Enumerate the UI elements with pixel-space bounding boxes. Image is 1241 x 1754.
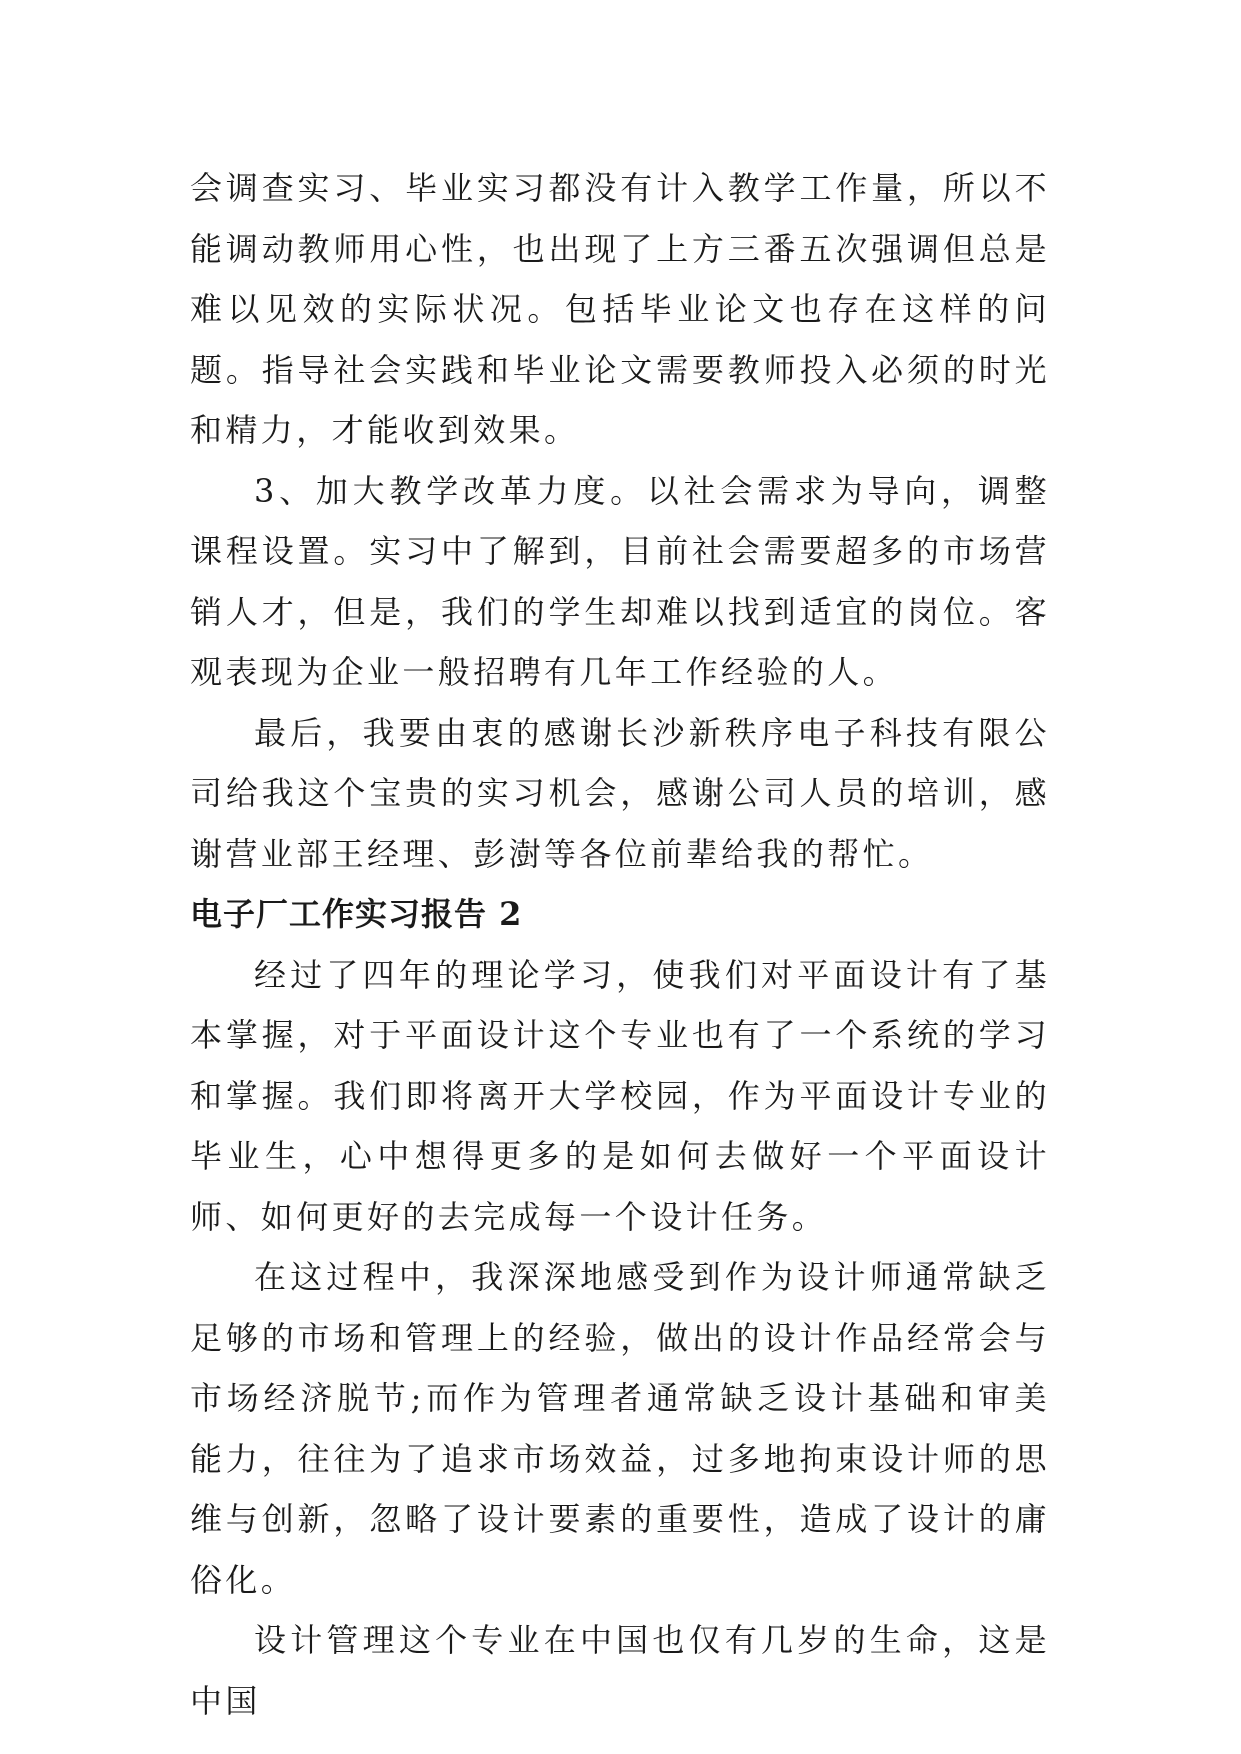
paragraph-designer-experience: 在这过程中，我深深地感受到作为设计师通常缺乏足够的市场和管理上的经验，做出的设计作品经常会与市场经济脱节;而作为管理者通常缺乏设计基础和审美能力，往往为了追求市场效益，过多地拘束设计师的思维与创新，忽略了设计要素的重要性，造成了设计的庸俗化。 [190,1258,1050,1599]
paragraph-acknowledgement: 最后，我要由衷的感谢长沙新秩序电子科技有限公司给我这个宝贵的实习机会，感谢公司人员的培训，感谢营业部王经理、彭澍等各位前辈给我的帮忙。 [190,713,1050,873]
paragraph-design-management: 设计管理这个专业在中国也仅有几岁的生命，这是中国 [190,1621,1050,1720]
section-heading: 电子厂工作实习报告 2 [190,895,523,933]
paragraph-continuation: 会调查实习、毕业实习都没有计入教学工作量，所以不能调动教师用心性，也出现了上方三番五次强调但总是难以见效的实际状况。包括毕业论文也存在这样的问题。指导社会实践和毕业论文需要教师投入必须的时光和精力，才能收到效果。 [190,169,1050,449]
document-body [190,158,1050,1731]
paragraph-study-summary: 经过了四年的理论学习，使我们对平面设计有了基本掌握，对于平面设计这个专业也有了一个系统的学习和掌握。我们即将离开大学校园，作为平面设计专业的毕业生，心中想得更多的是如何去做好一个平面设计师、如何更好的去完成每一个设计任务。 [190,955,1050,1236]
paragraph-teaching-reform: 3、加大教学改革力度。以社会需求为导向，调整课程设置。实习中了解到，目前社会需要超多的市场营销人才，但是，我们的学生却难以找到适宜的岗位。客观表现为企业一般招聘有几年工作经验的人。 [190,471,1050,691]
